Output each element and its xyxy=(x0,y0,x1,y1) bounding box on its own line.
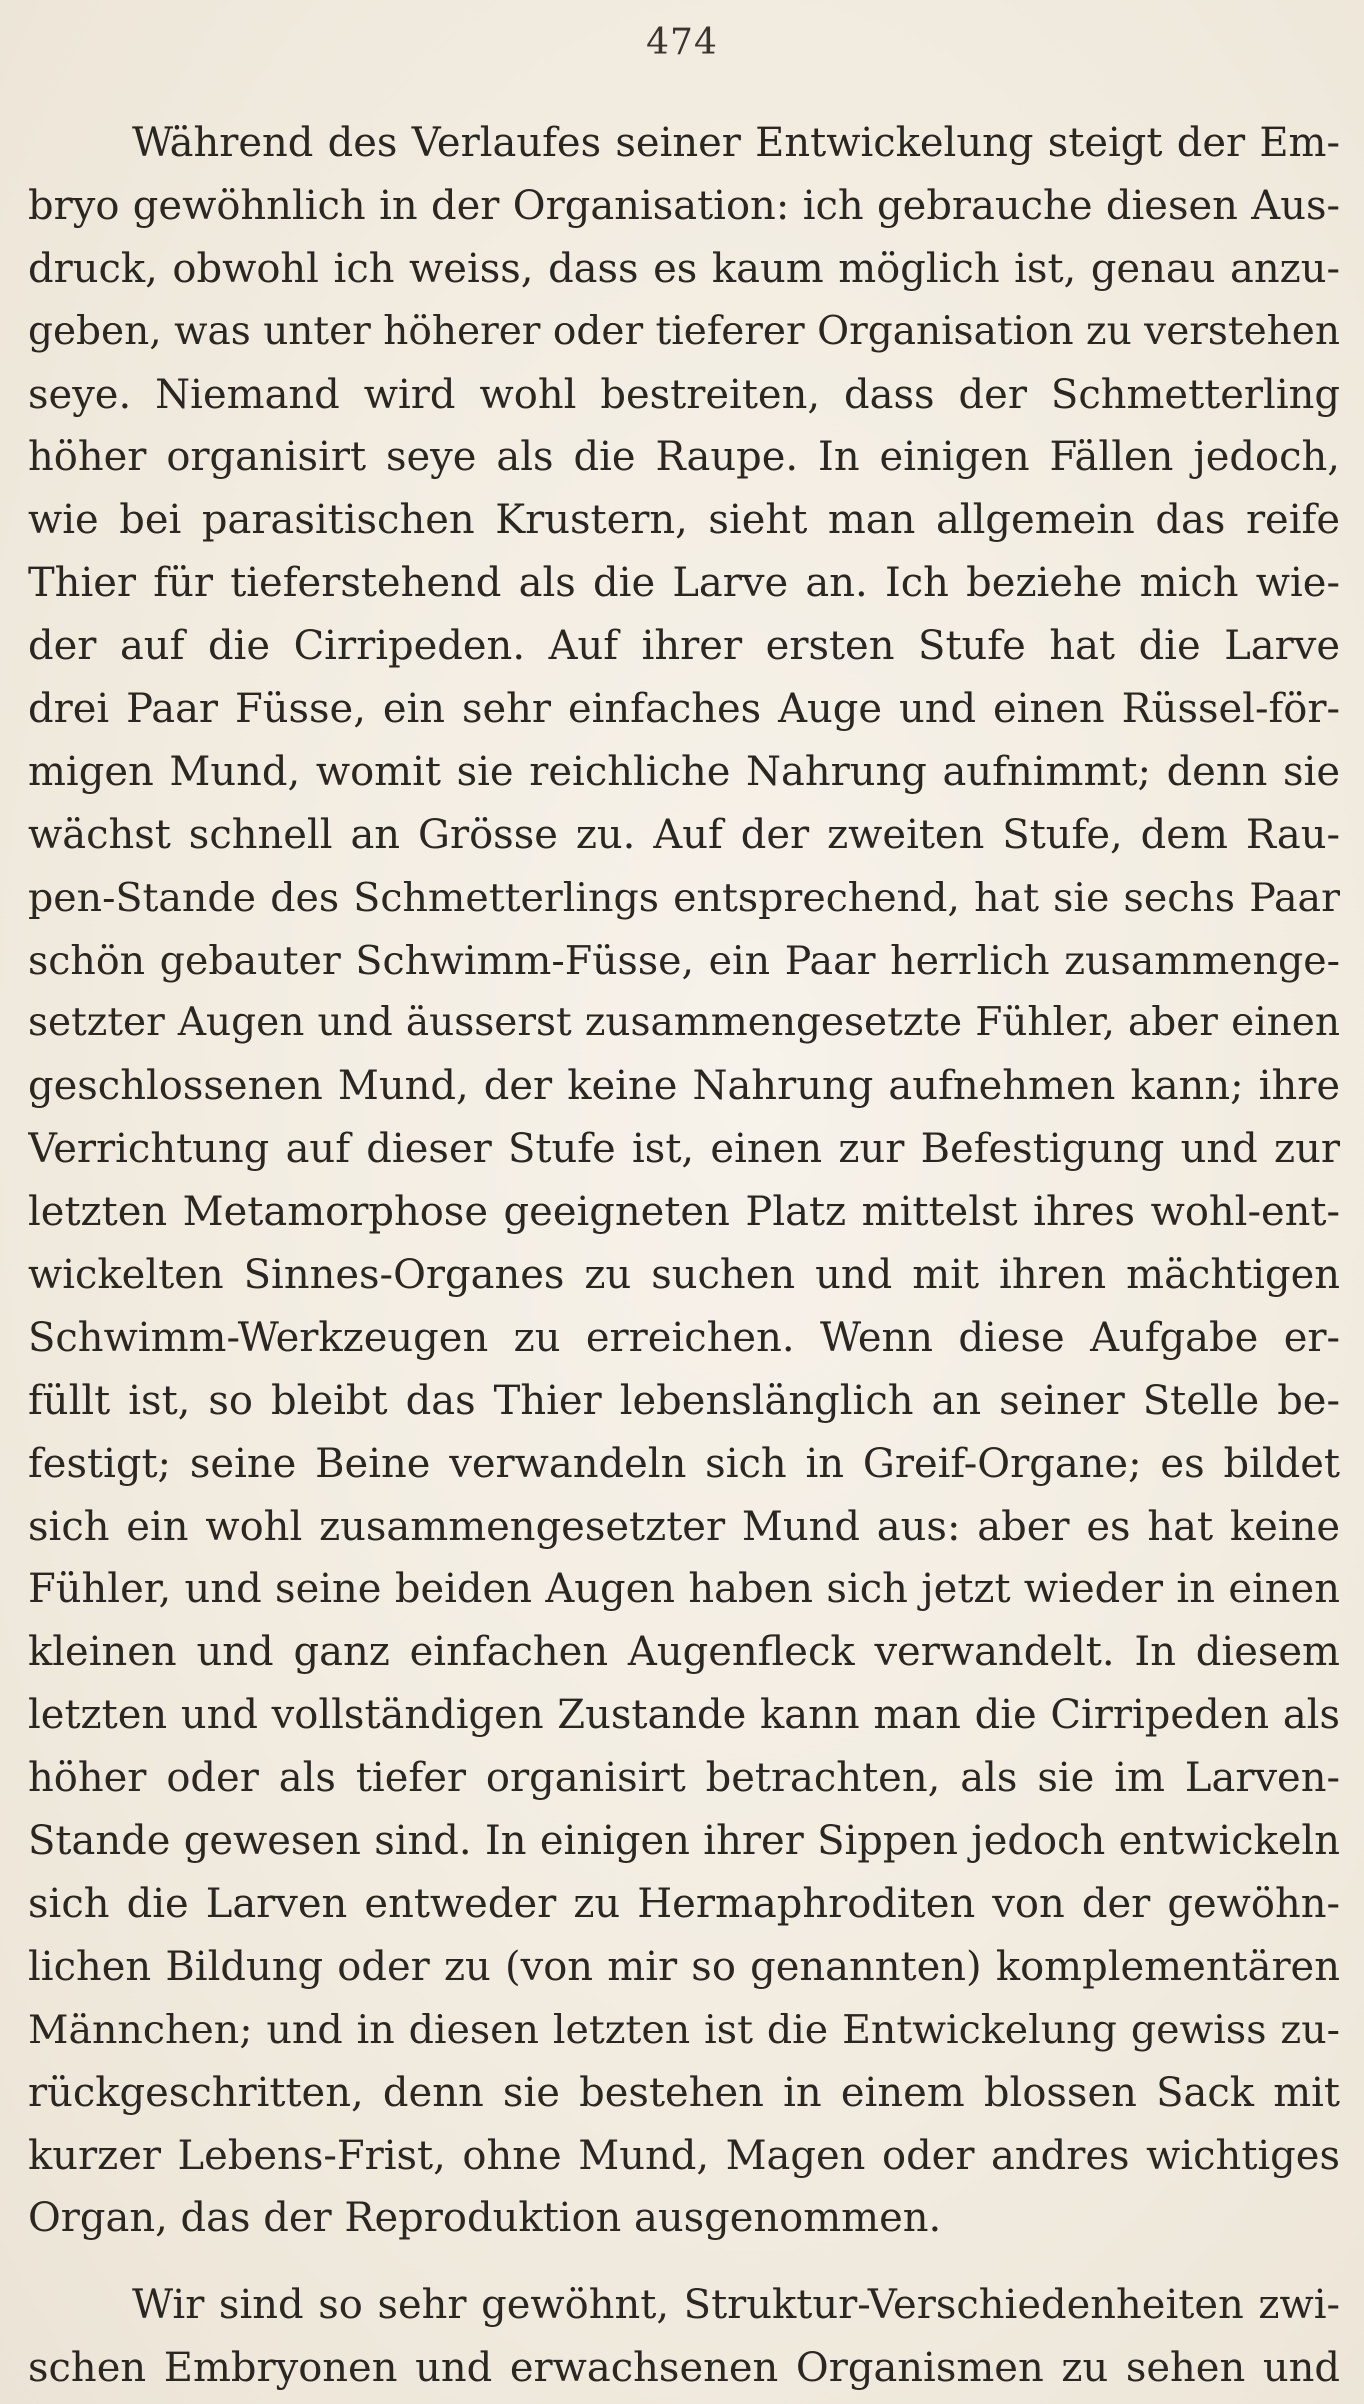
text-line: höher organisirt seye als die Raupe. In einigen Fällen jedoch, xyxy=(28,434,1340,481)
text-line: letzten und vollständigen Zustande kann man die Cirripeden als xyxy=(28,1692,1340,1739)
text-line: bryo gewöhnlich in der Organisation: ich gebrauche diesen Aus- xyxy=(28,182,1340,229)
text-line: Stande gewesen sind. In einigen ihrer Sippen jedoch entwickeln xyxy=(28,1818,1340,1865)
text-line: sich die Larven entweder zu Hermaphroditen von der gewöhn- xyxy=(28,1880,1340,1927)
text-line: Thier für tieferstehend als die Larve an. Ich beziehe mich wie- xyxy=(28,560,1340,607)
text-line: der auf die Cirripeden. Auf ihrer ersten Stufe hat die Larve xyxy=(28,623,1340,670)
text-line: setzter Augen und äusserst zusammengesetzte Fühler, aber einen xyxy=(28,1000,1340,1046)
text-line: schön gebauter Schwimm-Füsse, ein Paar herrlich zusammenge- xyxy=(28,937,1340,984)
text-line: kleinen und ganz einfachen Augenfleck verwandelt. In diesem xyxy=(28,1629,1340,1676)
text-line: Schwimm-Werkzeugen zu erreichen. Wenn diese Aufgabe er- xyxy=(28,1314,1340,1361)
text-line: höher oder als tiefer organisirt betrachten, als sie im Larven- xyxy=(28,1755,1340,1802)
text-line: wickelten Sinnes-Organes zu suchen und mit ihren mächtigen xyxy=(28,1252,1340,1299)
text-line: letzten Metamorphose geeigneten Platz mittelst ihres wohl-ent- xyxy=(28,1189,1340,1236)
text-line: Männchen; und in diesen letzten ist die Entwickelung gewiss zu- xyxy=(28,2006,1340,2053)
text-line: Verrichtung auf dieser Stufe ist, einen zur Befestigung und zur xyxy=(28,1126,1340,1173)
text-line: Fühler, und seine beiden Augen haben sich jetzt wieder in einen xyxy=(28,1566,1340,1613)
text-line: Organ, das der Reproduktion ausgenommen. xyxy=(28,2195,942,2242)
text-line: migen Mund, womit sie reichliche Nahrung aufnimmt; denn sie xyxy=(28,748,1340,795)
text-line: geschlossenen Mund, der keine Nahrung aufnehmen kann; ihre xyxy=(28,1063,1340,1110)
text-line: pen-Stande des Schmetterlings entsprechend, hat sie sechs Paar xyxy=(28,874,1340,921)
text-line: schen Embryonen und erwachsenen Organismen zu sehen und xyxy=(28,2344,1340,2391)
text-line: kurzer Lebens-Frist, ohne Mund, Magen oder andres wichtiges xyxy=(28,2132,1340,2179)
text-line: seye. Niemand wird wohl bestreiten, dass der Schmetterling xyxy=(28,371,1340,418)
text-line: druck, obwohl ich weiss, dass es kaum möglich ist, genau anzu- xyxy=(28,245,1340,292)
text-line: geben, was unter höherer oder tieferer Organisation zu verstehen xyxy=(28,308,1340,354)
text-line: lichen Bildung oder zu (von mir so genannten) komplementären xyxy=(28,1943,1340,1990)
text-line: Wir sind so sehr gewöhnt, Struktur-Verschiedenheiten zwi- xyxy=(132,2282,1340,2328)
text-line: füllt ist, so bleibt das Thier lebenslänglich an seiner Stelle be- xyxy=(28,1377,1340,1424)
text-line: Während des Verlaufes seiner Entwickelung steigt der Em- xyxy=(132,120,1340,166)
text-line: festigt; seine Beine verwandeln sich in Greif-Organe; es bildet xyxy=(28,1440,1340,1487)
text-line: drei Paar Füsse, ein sehr einfaches Auge und einen Rüssel-för- xyxy=(28,686,1340,733)
text-line: wie bei parasitischen Krustern, sieht man allgemein das reife xyxy=(28,497,1340,544)
page-number: 474 xyxy=(646,22,718,63)
text-line: rückgeschritten, denn sie bestehen in einem blossen Sack mit xyxy=(28,2069,1340,2116)
text-line: wächst schnell an Grösse zu. Auf der zweiten Stufe, dem Rau- xyxy=(28,811,1340,858)
paragraph xyxy=(28,112,1340,2250)
paragraph xyxy=(28,2274,1340,2400)
text-line: sich ein wohl zusammengesetzter Mund aus: aber es hat keine xyxy=(28,1503,1340,1550)
